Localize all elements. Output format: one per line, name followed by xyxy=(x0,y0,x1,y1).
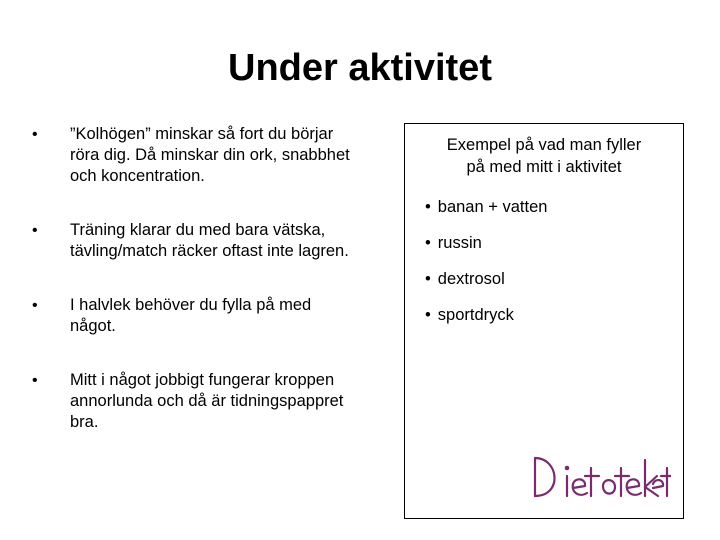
example-dot: • xyxy=(425,270,431,288)
example-heading-line: Exempel på vad man fyller xyxy=(446,136,642,154)
example-item xyxy=(425,197,683,217)
bullet-item xyxy=(28,124,403,187)
example-item xyxy=(425,233,683,253)
bullet-text-line: röra dig. Då minskar din ork, snabbhet xyxy=(70,146,350,164)
bullet-item xyxy=(28,295,403,337)
bullet-dot: • xyxy=(32,297,38,314)
slide-title: Under aktivitet xyxy=(228,47,492,89)
bullet-text-line: annorlunda och då är tidningspappret xyxy=(70,392,344,410)
bullet-text-line: något. xyxy=(70,317,116,335)
dietoteket-logo xyxy=(529,450,671,506)
bullet-text-line: bra. xyxy=(70,413,99,431)
example-heading-line: på med mitt i aktivitet xyxy=(466,158,622,176)
bullet-text-line: Träning klarar du med bara vätska, xyxy=(70,221,326,239)
example-dot: • xyxy=(425,234,431,252)
bullet-dot: • xyxy=(32,222,38,239)
bullet-text-line: tävling/match räcker oftast inte lagren. xyxy=(70,242,349,260)
bullet-text-line: Mitt i något jobbigt fungerar kroppen xyxy=(70,371,335,389)
example-heading xyxy=(405,134,683,178)
bullet-text-line: I halvlek behöver du fylla på med xyxy=(70,296,312,314)
bullet-dot: • xyxy=(32,372,38,389)
bullet-item xyxy=(28,220,403,262)
bullet-text-line: ”Kolhögen” minskar så fort du börjar xyxy=(70,125,334,143)
example-item xyxy=(425,269,683,289)
example-dot: • xyxy=(425,198,431,216)
bullet-dot: • xyxy=(32,126,38,143)
example-dot: • xyxy=(425,306,431,324)
example-list xyxy=(405,197,683,325)
example-box xyxy=(404,123,684,519)
bullet-list xyxy=(28,124,403,466)
example-item xyxy=(425,305,683,325)
example-item-text: dextrosol xyxy=(437,270,505,288)
example-item-text: russin xyxy=(437,234,482,252)
bullet-text-line: och koncentration. xyxy=(70,167,205,185)
bullet-item xyxy=(28,370,403,433)
example-item-text: banan + vatten xyxy=(437,198,548,216)
example-item-text: sportdryck xyxy=(437,306,514,324)
